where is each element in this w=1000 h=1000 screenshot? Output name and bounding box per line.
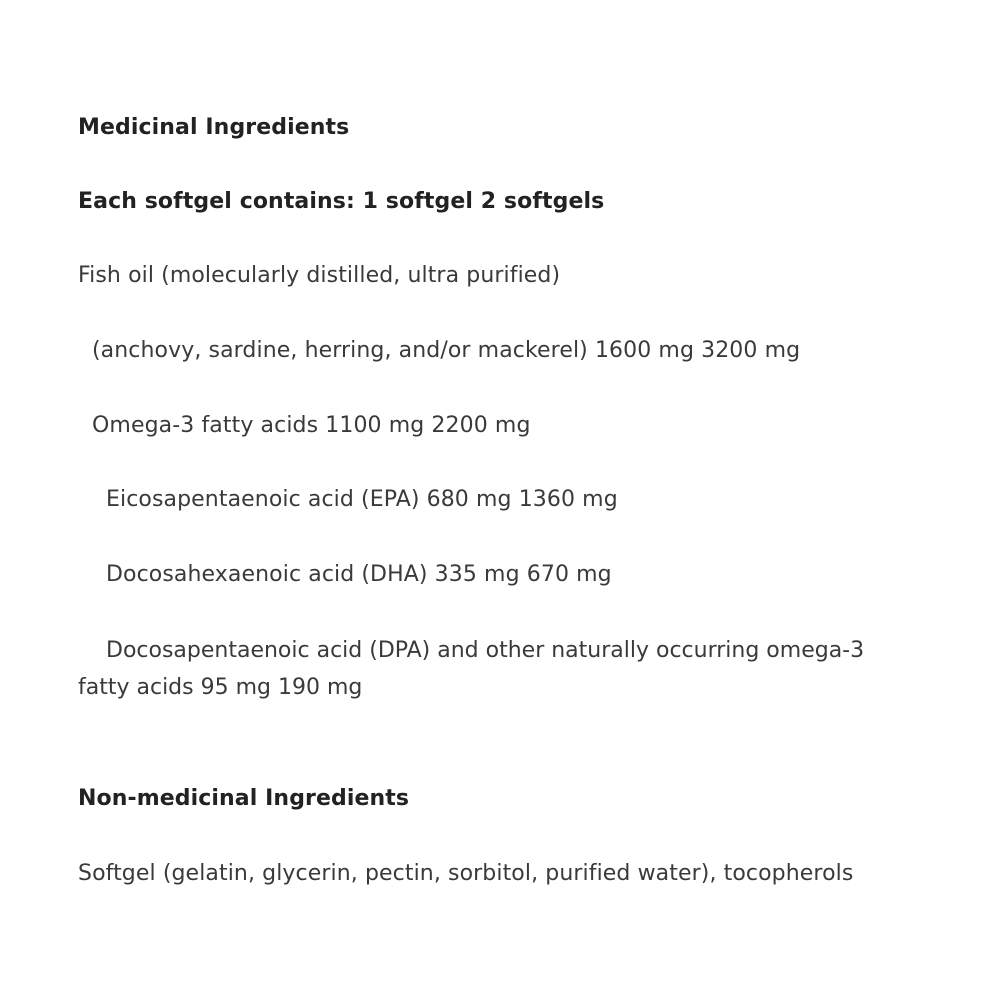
ingredient-fish-oil: Fish oil (molecularly distilled, ultra purified) xyxy=(78,263,561,288)
non-medicinal-ingredients-text: Softgel (gelatin, glycerin, pectin, sorbitol, purified water), tocopherols xyxy=(78,861,854,886)
ingredient-dha: Docosahexaenoic acid (DHA) 335 mg 670 mg xyxy=(106,562,612,587)
ingredient-epa: Eicosapentaenoic acid (EPA) 680 mg 1360 mg xyxy=(106,487,618,512)
ingredient-dpa-paragraph xyxy=(78,632,878,706)
non-medicinal-ingredients-heading: Non-medicinal Ingredients xyxy=(78,786,410,811)
ingredient-dpa: Docosapentaenoic acid (DPA) and other naturally occurring omega-3 fatty acids 95 mg 190 mg xyxy=(78,638,865,700)
medicinal-ingredients-heading: Medicinal Ingredients xyxy=(78,115,350,140)
ingredient-fish-sources: (anchovy, sardine, herring, and/or mackerel) 1600 mg 3200 mg xyxy=(92,338,801,363)
softgel-contains-subheading: Each softgel contains: 1 softgel 2 softgels xyxy=(78,189,605,214)
ingredient-omega-3: Omega-3 fatty acids 1100 mg 2200 mg xyxy=(92,413,531,438)
